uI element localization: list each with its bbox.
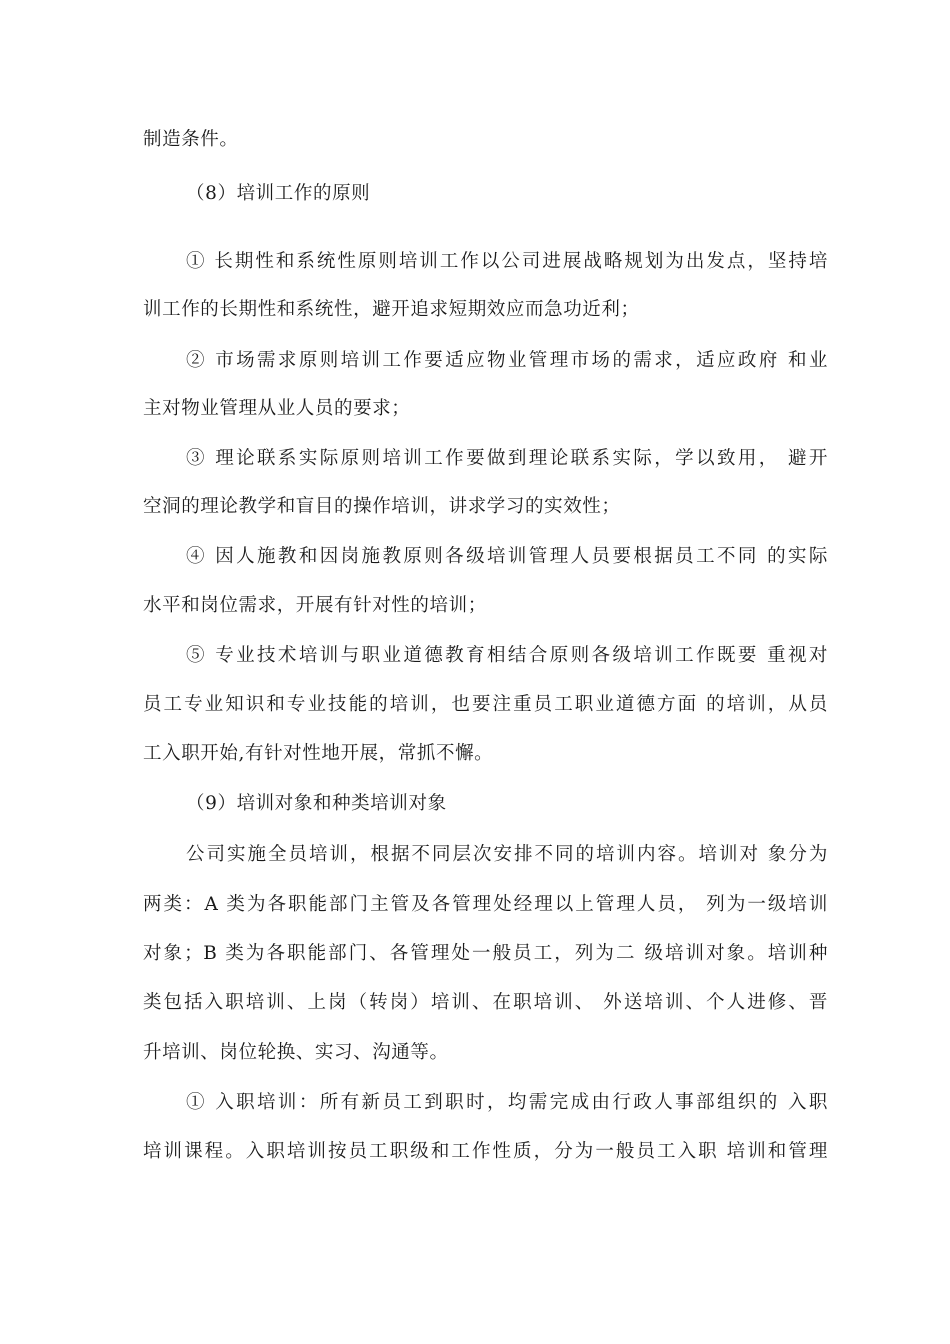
section-heading-9: （9）培训对象和种类培训对象 (186, 793, 447, 814)
paragraph-line: 对象；B 类为各职能部门、各管理处一般员工，列为二 级培训对象。培训种 (143, 943, 828, 964)
paragraph-line: 培训课程。入职培训按员工职级和工作性质，分为一般员工入职 培训和管理 (143, 1141, 828, 1162)
paragraph-line: 水平和岗位需求，开展有针对性的培训； (143, 595, 487, 616)
section-heading-8: （8）培训工作的原则 (186, 183, 371, 204)
paragraph-line: 两类：A 类为各职能部门主管及各管理处经理以上管理人员， 列为一级培训 (143, 894, 828, 915)
paragraph-line: ③ 理论联系实际原则培训工作要做到理论联系实际，学以致用， 避开 (186, 448, 828, 469)
paragraph-line: ① 入职培训：所有新员工到职时，均需完成由行政人事部组织的 入职 (186, 1092, 828, 1113)
paragraph-line: ⑤ 专业技术培训与职业道德教育相结合原则各级培训工作既要 重视对 (186, 645, 828, 666)
paragraph-line: 制造条件。 (143, 129, 239, 150)
paragraph-line: 员工专业知识和专业技能的培训，也要注重员工职业道德方面 的培训，从员 (143, 694, 828, 715)
paragraph-line: 公司实施全员培训，根据不同层次安排不同的培训内容。培训对 象分为 (186, 844, 828, 865)
paragraph-line: 主对物业管理从业人员的要求； (143, 398, 411, 419)
paragraph-line: ② 市场需求原则培训工作要适应物业管理市场的需求，适应政府 和业 (186, 350, 828, 371)
paragraph-line: 升培训、岗位轮换、实习、沟通等。 (143, 1042, 449, 1063)
paragraph-line: ④ 因人施教和因岗施教原则各级培训管理人员要根据员工不同 的实际 (186, 546, 828, 567)
paragraph-line: 空洞的理论教学和盲目的操作培训，讲求学习的实效性； (143, 496, 621, 517)
paragraph-line: ① 长期性和系统性原则培训工作以公司进展战略规划为出发点，坚持培 (186, 251, 828, 272)
paragraph-line: 工入职开始,有针对性地开展，常抓不懈。 (143, 743, 494, 764)
paragraph-line: 类包括入职培训、上岗（转岗）培训、在职培训、 外送培训、个人进修、晋 (143, 992, 828, 1013)
paragraph-line: 训工作的长期性和系统性，避开追求短期效应而急功近利； (143, 299, 640, 320)
